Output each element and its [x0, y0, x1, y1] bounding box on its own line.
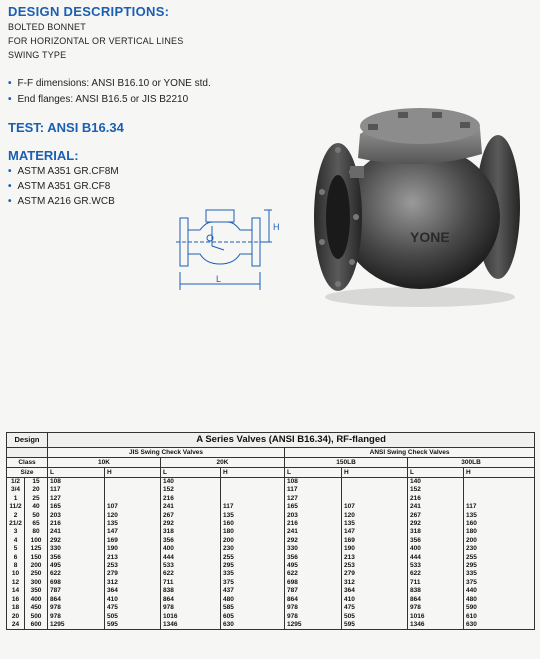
dimension-cell: 165: [285, 503, 342, 511]
size-mm-cell: 20: [25, 486, 48, 494]
dimension-cell: 864: [161, 596, 221, 604]
size-inch-cell: 1: [7, 495, 25, 503]
size-inch-cell: 24: [7, 621, 25, 630]
dimension-cell: 165: [48, 503, 105, 511]
size-mm-cell: 200: [25, 562, 48, 570]
dimension-cell: 241: [161, 503, 221, 511]
dimension-cell: 117: [464, 503, 535, 511]
size-mm-cell: 450: [25, 604, 48, 612]
ansi-group-header: ANSI Swing Check Valves: [285, 448, 535, 458]
dimension-table: [6, 432, 534, 630]
swing-check-valve-photo: [310, 92, 530, 312]
dimension-cell: 356: [285, 554, 342, 562]
dimension-cell: 267: [161, 512, 221, 520]
table-row: [7, 613, 535, 621]
bullet-end-flanges: [8, 94, 188, 105]
dimension-cell: 147: [342, 528, 408, 536]
dimension-cell: 152: [161, 486, 221, 494]
dimension-cell: 495: [285, 562, 342, 570]
dimension-cell: 978: [48, 613, 105, 621]
table-row: [7, 596, 535, 604]
dimension-cell: 120: [342, 512, 408, 520]
size-inch-cell: 11/2: [7, 503, 25, 511]
size-inch-cell: 16: [7, 596, 25, 604]
dimension-cell: 480: [464, 596, 535, 604]
size-mm-cell: 100: [25, 537, 48, 545]
col-h: H: [342, 468, 408, 478]
dimension-cell: 864: [408, 596, 464, 604]
dimension-cell: 318: [161, 528, 221, 536]
dimension-cell: [221, 478, 285, 487]
dimension-cell: 711: [161, 579, 221, 587]
dimension-cell: 230: [464, 545, 535, 553]
dimension-cell: 135: [105, 520, 161, 528]
col-h: H: [221, 468, 285, 478]
dimension-cell: 117: [48, 486, 105, 494]
size-inch-cell: 20: [7, 613, 25, 621]
size-inch-cell: 10: [7, 570, 25, 578]
jis-group-header: JIS Swing Check Valves: [48, 448, 285, 458]
dimension-cell: 1346: [408, 621, 464, 630]
valve-dimension-drawing: [172, 196, 282, 296]
dimension-cell: [221, 495, 285, 503]
table-body: [7, 478, 535, 630]
table-row: [7, 570, 535, 578]
size-inch-cell: 8: [7, 562, 25, 570]
dimension-cell: 978: [285, 604, 342, 612]
dimension-cell: 585: [221, 604, 285, 612]
design-descriptions-heading: DESIGN DESCRIPTIONS:: [8, 4, 170, 19]
size-inch-cell: 5: [7, 545, 25, 553]
dimension-cell: 292: [48, 537, 105, 545]
size-mm-cell: 500: [25, 613, 48, 621]
class-label: Class: [7, 458, 48, 468]
test-heading: TEST: ANSI B16.34: [8, 120, 124, 135]
bullet-text: F-F dimensions: ANSI B16.10 or YONE std.: [17, 78, 211, 89]
dimension-cell: 495: [48, 562, 105, 570]
size-inch-cell: 14: [7, 587, 25, 595]
size-mm-cell: 50: [25, 512, 48, 520]
dimension-cell: 108: [285, 478, 342, 487]
dimension-cell: 475: [105, 604, 161, 612]
class-10k: 10K: [48, 458, 161, 468]
dimension-cell: [105, 486, 161, 494]
size-mm-cell: 15: [25, 478, 48, 487]
size-inch-cell: 18: [7, 604, 25, 612]
dimension-cell: 838: [161, 587, 221, 595]
dimension-cell: 318: [408, 528, 464, 536]
dimension-cell: 622: [408, 570, 464, 578]
dimension-cell: 253: [342, 562, 408, 570]
dimension-cell: 140: [161, 478, 221, 487]
dimension-cell: 410: [105, 596, 161, 604]
table-title: A Series Valves (ANSI B16.34), RF-flanged: [48, 433, 535, 448]
dimension-cell: 107: [105, 503, 161, 511]
dimension-cell: [464, 478, 535, 487]
dimension-cell: 180: [464, 528, 535, 536]
dimension-cell: [342, 478, 408, 487]
size-mm-cell: 125: [25, 545, 48, 553]
table-row: [7, 503, 535, 511]
material-heading: MATERIAL:: [8, 148, 79, 163]
dimension-cell: 838: [408, 587, 464, 595]
dimension-cell: 216: [48, 520, 105, 528]
size-inch-cell: 2: [7, 512, 25, 520]
material-item-cf8: [8, 181, 110, 192]
dimension-cell: 356: [161, 537, 221, 545]
col-h: H: [464, 468, 535, 478]
dimension-cell: 698: [285, 579, 342, 587]
design-line-swing-type: SWING TYPE: [8, 50, 67, 60]
dimension-cell: 117: [285, 486, 342, 494]
material-item-cf8m: [8, 166, 119, 177]
size-inch-cell: 1/2: [7, 478, 25, 487]
dimension-cell: 698: [48, 579, 105, 587]
table-row: [7, 486, 535, 494]
dimension-cell: 444: [161, 554, 221, 562]
dimension-cell: 120: [105, 512, 161, 520]
dimension-cell: 213: [342, 554, 408, 562]
dimension-cell: 1295: [48, 621, 105, 630]
dimension-cell: 127: [285, 495, 342, 503]
dimension-cell: 590: [464, 604, 535, 612]
dimension-cell: 295: [221, 562, 285, 570]
dimension-cell: 200: [464, 537, 535, 545]
dimension-cell: 295: [464, 562, 535, 570]
material-text: ASTM A351 GR.CF8M: [17, 166, 119, 177]
dimension-cell: 364: [105, 587, 161, 595]
dimension-cell: 267: [408, 512, 464, 520]
size-inch-cell: 3: [7, 528, 25, 536]
size-inch-cell: 12: [7, 579, 25, 587]
dimension-cell: [105, 478, 161, 487]
dimension-cell: 400: [161, 545, 221, 553]
dimension-cell: 107: [342, 503, 408, 511]
dimension-cell: 440: [464, 587, 535, 595]
dimension-cell: 400: [408, 545, 464, 553]
size-mm-cell: 600: [25, 621, 48, 630]
size-inch-cell: 3/4: [7, 486, 25, 494]
dimension-cell: 216: [285, 520, 342, 528]
material-text: ASTM A216 GR.WCB: [17, 196, 115, 207]
size-mm-cell: 65: [25, 520, 48, 528]
dimension-cell: 330: [285, 545, 342, 553]
dimension-cell: 610: [464, 613, 535, 621]
dimension-cell: 241: [285, 528, 342, 536]
dimension-cell: 255: [464, 554, 535, 562]
dimension-cell: 978: [285, 613, 342, 621]
dimension-cell: 117: [221, 503, 285, 511]
dimension-cell: 711: [408, 579, 464, 587]
dimension-cell: 335: [464, 570, 535, 578]
size-mm-cell: 300: [25, 579, 48, 587]
dimension-cell: 630: [221, 621, 285, 630]
table-row: [7, 621, 535, 630]
dimension-cell: 108: [48, 478, 105, 487]
size-inch-cell: 6: [7, 554, 25, 562]
dimension-cell: 864: [285, 596, 342, 604]
dimension-cell: 1016: [408, 613, 464, 621]
dimension-cell: 203: [285, 512, 342, 520]
dimension-cell: 335: [221, 570, 285, 578]
dimension-cell: 595: [342, 621, 408, 630]
dimension-cell: [342, 486, 408, 494]
dimension-cell: 135: [221, 512, 285, 520]
dimension-cell: 630: [464, 621, 535, 630]
material-item-wcb: [8, 196, 115, 207]
bullet-dot: •: [8, 196, 12, 207]
class-300lb: 300LB: [408, 458, 535, 468]
table-row: [7, 554, 535, 562]
size-mm-cell: 80: [25, 528, 48, 536]
size-mm-cell: 150: [25, 554, 48, 562]
dimension-cell: 292: [161, 520, 221, 528]
dimension-cell: 203: [48, 512, 105, 520]
dimension-cell: 135: [342, 520, 408, 528]
dimension-cell: 241: [48, 528, 105, 536]
dimension-cell: 140: [408, 478, 464, 487]
dimension-cell: 169: [105, 537, 161, 545]
size-mm-cell: 350: [25, 587, 48, 595]
dimension-cell: 292: [285, 537, 342, 545]
dimension-cell: 622: [285, 570, 342, 578]
dimension-cell: [464, 486, 535, 494]
brand-cast-lettering: YONE: [410, 229, 450, 245]
dimension-cell: 605: [221, 613, 285, 621]
dimension-cell: 787: [285, 587, 342, 595]
dimension-cell: 312: [342, 579, 408, 587]
dimension-cell: 475: [342, 604, 408, 612]
table-row: [7, 604, 535, 612]
col-l: L: [408, 468, 464, 478]
height-label: H: [273, 222, 280, 232]
table-row: [7, 579, 535, 587]
size-mm-cell: 250: [25, 570, 48, 578]
table-row: [7, 478, 535, 487]
dimension-cell: 292: [408, 520, 464, 528]
size-inch-cell: 4: [7, 537, 25, 545]
dimension-cell: 787: [48, 587, 105, 595]
dimension-cell: 253: [105, 562, 161, 570]
dimension-cell: 864: [48, 596, 105, 604]
class-150lb: 150LB: [285, 458, 408, 468]
dimension-cell: 533: [161, 562, 221, 570]
bullet-text: End flanges: ANSI B16.5 or JIS B2210: [17, 94, 189, 105]
dimension-cell: 444: [408, 554, 464, 562]
dimension-cell: [464, 495, 535, 503]
dimension-cell: 1346: [161, 621, 221, 630]
class-20k: 20K: [161, 458, 285, 468]
dimension-cell: 135: [464, 512, 535, 520]
dimension-cell: 505: [342, 613, 408, 621]
dimension-cell: 160: [464, 520, 535, 528]
table-row: [7, 512, 535, 520]
dimension-cell: 1295: [285, 621, 342, 630]
design-header: Design: [7, 433, 48, 448]
dimension-cell: 437: [221, 587, 285, 595]
design-line-bolted-bonnet: BOLTED BONNET: [8, 22, 86, 32]
dimension-cell: 595: [105, 621, 161, 630]
dimension-cell: 213: [105, 554, 161, 562]
dimension-cell: 375: [464, 579, 535, 587]
col-l: L: [48, 468, 105, 478]
bullet-dot: •: [8, 78, 12, 89]
dimension-cell: 147: [105, 528, 161, 536]
dimension-cell: 375: [221, 579, 285, 587]
col-h: H: [105, 468, 161, 478]
dimension-cell: 152: [408, 486, 464, 494]
material-text: ASTM A351 GR.CF8: [17, 181, 111, 192]
dimension-cell: 190: [105, 545, 161, 553]
dimension-cell: 364: [342, 587, 408, 595]
dimension-cell: [221, 486, 285, 494]
dimension-cell: 505: [105, 613, 161, 621]
table-row: [7, 537, 535, 545]
dimension-cell: 190: [342, 545, 408, 553]
col-l: L: [285, 468, 342, 478]
dimension-cell: 216: [161, 495, 221, 503]
bullet-dot: •: [8, 181, 12, 192]
dimension-cell: 312: [105, 579, 161, 587]
dimension-cell: 216: [408, 495, 464, 503]
dimension-cell: 127: [48, 495, 105, 503]
dimension-cell: 255: [221, 554, 285, 562]
dimension-cell: 279: [105, 570, 161, 578]
table-row: [7, 587, 535, 595]
bullet-ff-dimensions: [8, 78, 211, 89]
dimension-cell: 978: [161, 604, 221, 612]
size-mm-cell: 400: [25, 596, 48, 604]
table-row: [7, 562, 535, 570]
table-row: [7, 545, 535, 553]
dimension-cell: 180: [221, 528, 285, 536]
bullet-dot: •: [8, 94, 12, 105]
dimension-cell: 230: [221, 545, 285, 553]
table-row: [7, 520, 535, 528]
dimension-cell: 978: [408, 604, 464, 612]
size-mm-cell: 40: [25, 503, 48, 511]
dimension-cell: 356: [408, 537, 464, 545]
dimension-cell: 200: [221, 537, 285, 545]
table-row: [7, 495, 535, 503]
dimension-cell: 622: [48, 570, 105, 578]
dimension-cell: 330: [48, 545, 105, 553]
dimension-cell: 160: [221, 520, 285, 528]
blank-header: [7, 448, 48, 458]
size-label: Size: [7, 468, 48, 478]
size-mm-cell: 25: [25, 495, 48, 503]
dimension-cell: 533: [408, 562, 464, 570]
dimension-cell: 169: [342, 537, 408, 545]
dimension-cell: 622: [161, 570, 221, 578]
dimension-cell: 279: [342, 570, 408, 578]
size-inch-cell: 21/2: [7, 520, 25, 528]
col-l: L: [161, 468, 221, 478]
dimension-cell: 1016: [161, 613, 221, 621]
dimension-cell: [105, 495, 161, 503]
dimension-cell: 480: [221, 596, 285, 604]
table-row: [7, 528, 535, 536]
dimension-cell: 978: [48, 604, 105, 612]
bullet-dot: •: [8, 166, 12, 177]
dimension-cell: 241: [408, 503, 464, 511]
dimension-cell: 410: [342, 596, 408, 604]
length-label: L: [216, 274, 222, 284]
dimension-cell: 356: [48, 554, 105, 562]
design-line-orientation: FOR HORIZONTAL OR VERTICAL LINES: [8, 36, 184, 46]
dimension-cell: [342, 495, 408, 503]
